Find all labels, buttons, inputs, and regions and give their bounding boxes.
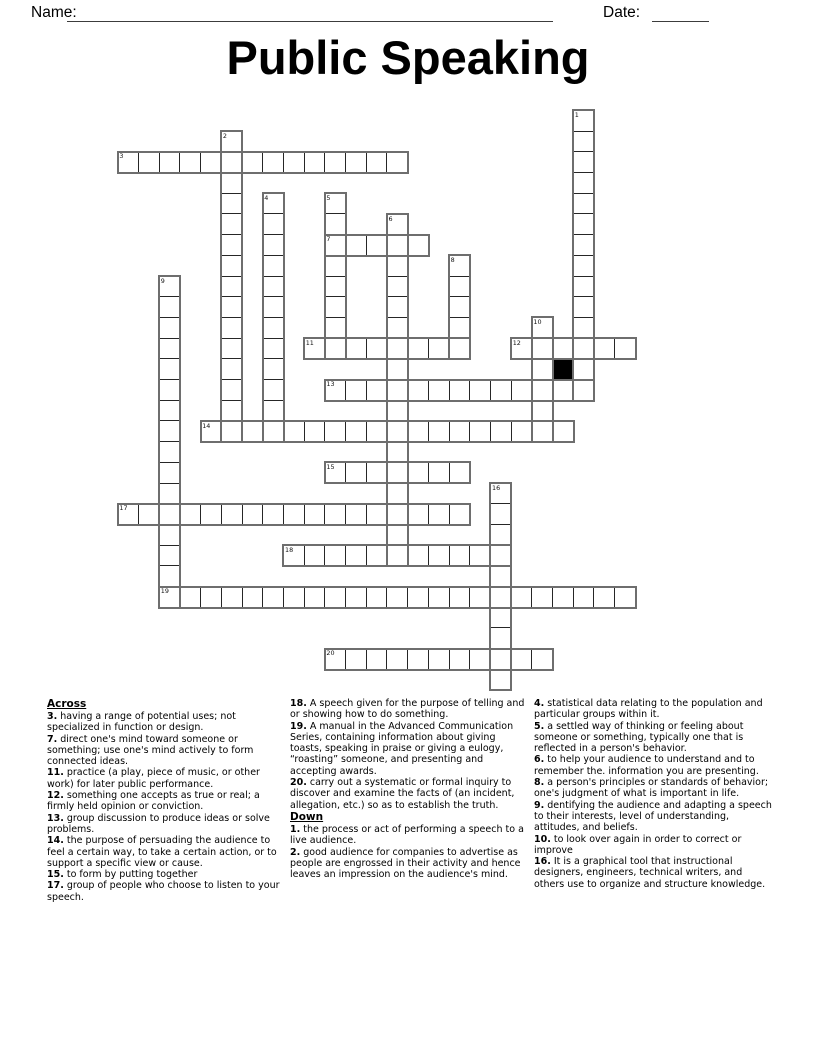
grid-cell-r9c11[interactable] [345,338,367,360]
grid-cell-r2c5[interactable] [221,193,243,215]
grid-cell-r9c7[interactable] [262,338,284,360]
grid-cell-r13c5[interactable] [221,420,243,442]
grid-cell-r3c10[interactable] [324,213,346,235]
grid-cell-r2c10[interactable] [324,193,346,215]
grid-cell-r7c13[interactable] [386,296,408,318]
grid-cell-r14c13[interactable] [386,441,408,463]
grid-cell-r5c13[interactable] [386,255,408,277]
grid-cell-r13c12[interactable] [366,420,388,442]
grid-cell-r8c13[interactable] [386,317,408,339]
grid-cell-r6c5[interactable] [221,276,243,298]
grid-cell-r7c22[interactable] [573,296,595,318]
cell-number-1: 1 [574,111,579,119]
cell-number-7: 7 [326,235,331,244]
grid-cell-r21c15[interactable] [428,586,450,608]
clue-17: 17. group of people who choose to listen to your speech. [47,880,280,903]
grid-cell-r6c2[interactable] [159,276,181,298]
clue-number-17: 17. [47,880,64,892]
clue-column-3 [534,698,772,890]
clue-9: 9. dentifying the audience and adapting a speech to their interests, level of understanding, attitudes, and beliefs. [534,799,772,834]
grid-cell-r24c19[interactable] [511,648,533,670]
grid-cell-r21c5[interactable] [221,586,243,608]
grid-cell-r11c21[interactable] [552,379,574,401]
grid-cell-r15c2[interactable] [159,462,181,484]
grid-cell-r24c20[interactable] [531,648,553,670]
grid-cell-r4c22[interactable] [573,234,595,256]
grid-cell-r15c14[interactable] [407,462,429,484]
grid-cell-r21c22[interactable] [573,586,595,608]
grid-cell-r24c10[interactable] [324,648,346,670]
grid-cell-r5c22[interactable] [573,255,595,277]
grid-cell-r0c8[interactable] [283,151,305,173]
grid-cell-r15c13[interactable] [386,462,408,484]
grid-cell-r17c8[interactable] [283,503,305,525]
grid-cell-r11c5[interactable] [221,379,243,401]
grid-cell-r21c12[interactable] [366,586,388,608]
grid-cell-r12c20[interactable] [531,400,553,422]
clue-number-2: 2. [290,846,301,858]
grid-cell-r13c8[interactable] [283,420,305,442]
cell-number-15: 15 [326,462,335,471]
grid-cell-r13c13[interactable] [386,420,408,442]
clue-8: 8. a person's principles or standards of behavior; one's judgment of what is important in life. [534,777,769,800]
grid-cell-r21c14[interactable] [407,586,429,608]
grid-cell-r17c6[interactable] [242,503,264,525]
grid-cell-r17c5[interactable] [221,503,243,525]
grid-cell-r0c2[interactable] [159,151,181,173]
grid-cell-r19c9[interactable] [304,545,326,567]
clue-13: 13. group discussion to produce ideas or solve problems. [47,812,270,835]
grid-cell-r-2c22[interactable] [573,110,595,132]
black-cell [552,358,574,380]
grid-cell-r13c6[interactable] [242,420,264,442]
grid-cell-r11c17[interactable] [469,379,491,401]
clue-15: 15. to form by putting together [47,869,198,881]
cell-number-11: 11 [305,338,314,347]
grid-cell-r15c10[interactable] [324,462,346,484]
grid-cell-r0c22[interactable] [573,151,595,173]
grid-cell-r24c18[interactable] [490,648,512,670]
grid-cell-r1c22[interactable] [573,172,595,194]
clue-1: 1. the process or act of performing a speech to a live audience. [290,823,524,847]
grid-cell-r10c7[interactable] [262,358,284,380]
clue-11: 11. practice (a play, piece of music, or other work) for later public performance. [47,767,260,790]
grid-cell-r21c11[interactable] [345,586,367,608]
grid-cell-r13c7[interactable] [262,420,284,442]
grid-cell-r17c18[interactable] [490,503,512,525]
grid-cell-r11c12[interactable] [366,379,388,401]
grid-cell-r8c7[interactable] [262,317,284,339]
grid-cell-r4c14[interactable] [407,234,429,256]
grid-cell-r19c17[interactable] [469,545,491,567]
cell-number-3: 3 [119,152,124,161]
grid-cell-r11c2[interactable] [159,379,181,401]
grid-cell-r13c17[interactable] [469,420,491,442]
grid-cell-r9c20[interactable] [531,338,553,360]
clue-20: 20. carry out a systematic or formal inquiry to discover and examine the facts of (an incident, allegation, etc.) so as to establish the truth. [290,777,515,811]
grid-cell-r16c2[interactable] [159,483,181,505]
grid-cell-r13c11[interactable] [345,420,367,442]
grid-cell-r5c7[interactable] [262,255,284,277]
grid-cell-r4c13[interactable] [386,234,408,256]
grid-cell-r21c7[interactable] [262,586,284,608]
grid-cell-r9c16[interactable] [449,338,471,360]
grid-cell-r19c16[interactable] [449,545,471,567]
grid-cell-r9c15[interactable] [428,338,450,360]
grid-cell-r0c13[interactable] [386,151,408,173]
grid-cell-r10c20[interactable] [531,358,553,380]
grid-cell-r24c16[interactable] [449,648,471,670]
grid-cell-r12c7[interactable] [262,400,284,422]
grid-cell-r17c15[interactable] [428,503,450,525]
grid-cell-r4c5[interactable] [221,234,243,256]
clue-number-14: 14. [47,835,64,847]
grid-cell-r24c17[interactable] [469,648,491,670]
grid-cell-r13c10[interactable] [324,420,346,442]
grid-cell-r19c18[interactable] [490,545,512,567]
grid-cell-r23c18[interactable] [490,627,512,649]
clue-18: 18. A speech given for the purpose of telling and or showing how to do something. [290,698,525,721]
clues-header-across: Across [47,698,87,710]
grid-cell-r6c10[interactable] [324,276,346,298]
grid-cell-r0c11[interactable] [345,151,367,173]
grid-cell-r13c20[interactable] [531,420,553,442]
cell-number-18: 18 [285,545,294,554]
clue-column-1 [47,698,285,903]
grid-cell-r21c19[interactable] [511,586,533,608]
grid-cell-r15c11[interactable] [345,462,367,484]
clue-number-4: 4. [534,698,545,709]
grid-cell-r0c12[interactable] [366,151,388,173]
grid-cell-r19c12[interactable] [366,545,388,567]
grid-cell-r8c22[interactable] [573,317,595,339]
grid-cell-r9c10[interactable] [324,338,346,360]
page-title: Public Speaking [226,31,590,84]
grid-cell-r17c9[interactable] [304,503,326,525]
grid-cell-r10c5[interactable] [221,358,243,380]
grid-cell-r13c16[interactable] [449,420,471,442]
grid-cell-r13c14[interactable] [407,420,429,442]
grid-cell-r6c13[interactable] [386,276,408,298]
grid-cell-r3c22[interactable] [573,213,595,235]
grid-cell-r18c2[interactable] [159,524,181,546]
grid-cell-r17c3[interactable] [179,503,201,525]
clue-12: 12. something one accepts as true or real; a firmly held opinion or conviction. [47,790,260,813]
grid-cell-r24c15[interactable] [428,648,450,670]
grid-cell-r8c10[interactable] [324,317,346,339]
grid-cell-r13c21[interactable] [552,420,574,442]
clue-6: 6. to help your audience to understand and to remember the. information you are presenting. [534,754,759,777]
grid-cell-r13c4[interactable] [200,420,222,442]
clue-number-7: 7. [47,733,58,745]
clue-5: 5. a settled way of thinking or feeling about someone or something, typically one that is reflected in a person's behavior. [534,720,744,755]
grid-cell-r19c14[interactable] [407,545,429,567]
grid-cell-r10c13[interactable] [386,358,408,380]
grid-cell-r19c11[interactable] [345,545,367,567]
grid-cell-r0c4[interactable] [200,151,222,173]
grid-cell-r9c13[interactable] [386,338,408,360]
grid-cell-r21c8[interactable] [283,586,305,608]
date-label: Date: [603,4,641,21]
grid-cell-r-1c5[interactable] [221,131,243,153]
grid-cell-r0c5[interactable] [221,151,243,173]
grid-cell-r8c16[interactable] [449,317,471,339]
grid-cell-r19c13[interactable] [386,545,408,567]
grid-cell-r0c9[interactable] [304,151,326,173]
grid-cell-r3c7[interactable] [262,213,284,235]
cell-number-13: 13 [326,380,335,389]
grid-cell-r18c18[interactable] [490,524,512,546]
grid-cell-r9c2[interactable] [159,338,181,360]
grid-cell-r8c5[interactable] [221,317,243,339]
grid-cell-r0c1[interactable] [138,151,160,173]
clue-number-13: 13. [47,812,64,824]
grid-cell-r17c10[interactable] [324,503,346,525]
grid-cell-r16c13[interactable] [386,483,408,505]
grid-cell-r21c10[interactable] [324,586,346,608]
clue-14: 14. the purpose of persuading the audience to feel a certain way, to take a certain action, or to support a specific view or cause. [47,835,277,869]
grid-cell-r21c3[interactable] [179,586,201,608]
clue-number-11: 11. [47,767,64,779]
grid-cell-r3c5[interactable] [221,213,243,235]
grid-cell-r4c11[interactable] [345,234,367,256]
grid-cell-r5c10[interactable] [324,255,346,277]
clue-2: 2. good audience for companies to advertise as people are engrossed in their activity and hence leaves an impression on the audience's mind. [290,846,521,881]
clue-number-10: 10. [534,833,551,845]
cell-number-12: 12 [512,338,521,347]
grid-cell-r11c10[interactable] [324,379,346,401]
clue-number-6: 6. [534,754,545,766]
grid-cell-r17c13[interactable] [386,503,408,525]
grid-cell-r18c13[interactable] [386,524,408,546]
clue-number-5: 5. [534,720,545,732]
grid-cell-r17c7[interactable] [262,503,284,525]
grid-cell-r9c5[interactable] [221,338,243,360]
cell-number-16: 16 [492,483,501,492]
grid-cell-r0c3[interactable] [179,151,201,173]
grid-cell-r6c22[interactable] [573,276,595,298]
clue-number-1: 1. [290,823,301,835]
grid-cell-r19c8[interactable] [283,545,305,567]
grid-cell-r0c10[interactable] [324,151,346,173]
grid-cell-r5c16[interactable] [449,255,471,277]
clue-3: 3. having a range of potential uses; not specialized in function or design. [47,711,236,734]
grid-cell-r10c22[interactable] [573,358,595,380]
grid-cell-r7c10[interactable] [324,296,346,318]
grid-cell-r15c16[interactable] [449,462,471,484]
grid-cell-r2c7[interactable] [262,193,284,215]
grid-cell-r17c1[interactable] [138,503,160,525]
grid-cell-r15c15[interactable] [428,462,450,484]
grid-cell-r-1c22[interactable] [573,131,595,153]
grid-cell-r21c23[interactable] [593,586,615,608]
grid-cell-r24c14[interactable] [407,648,429,670]
grid-cell-r17c16[interactable] [449,503,471,525]
grid-cell-r12c13[interactable] [386,400,408,422]
grid-cell-r4c12[interactable] [366,234,388,256]
grid-cell-r12c5[interactable] [221,400,243,422]
clue-number-3: 3. [47,711,58,722]
grid-cell-r9c23[interactable] [593,338,615,360]
cell-number-20: 20 [326,649,335,658]
grid-cell-r21c9[interactable] [304,586,326,608]
grid-cell-r11c22[interactable] [573,379,595,401]
grid-cell-r7c5[interactable] [221,296,243,318]
grid-cell-r17c0[interactable] [117,503,139,525]
grid-cell-r10c2[interactable] [159,358,181,380]
clue-column-2 [290,698,528,880]
grid-cell-r8c20[interactable] [531,317,553,339]
grid-cell-r21c13[interactable] [386,586,408,608]
grid-cell-r21c4[interactable] [200,586,222,608]
grid-cell-r2c22[interactable] [573,193,595,215]
grid-cell-r4c7[interactable] [262,234,284,256]
grid-cell-r21c24[interactable] [614,586,636,608]
cell-number-9: 9 [160,276,165,285]
grid-cell-r5c5[interactable] [221,255,243,277]
grid-cell-r11c11[interactable] [345,379,367,401]
grid-cell-r13c19[interactable] [511,420,533,442]
grid-cell-r17c14[interactable] [407,503,429,525]
grid-cell-r11c20[interactable] [531,379,553,401]
grid-cell-r21c17[interactable] [469,586,491,608]
grid-cell-r6c16[interactable] [449,276,471,298]
grid-cell-r13c15[interactable] [428,420,450,442]
name-label: Name: [31,4,77,21]
clue-4: 4. statistical data relating to the population and particular groups within it. [534,698,763,721]
grid-cell-r9c14[interactable] [407,338,429,360]
grid-cell-r16c18[interactable] [490,483,512,505]
grid-cell-r13c2[interactable] [159,420,181,442]
clue-number-20: 20. [290,777,307,789]
grid-cell-r21c2[interactable] [159,586,181,608]
grid-cell-r24c13[interactable] [386,648,408,670]
grid-cell-r7c16[interactable] [449,296,471,318]
clue-number-12: 12. [47,790,64,802]
grid-cell-r17c2[interactable] [159,503,181,525]
grid-cell-r19c15[interactable] [428,545,450,567]
grid-cell-r17c12[interactable] [366,503,388,525]
grid-cell-r19c10[interactable] [324,545,346,567]
grid-cell-r17c11[interactable] [345,503,367,525]
clue-number-8: 8. [534,777,545,789]
clue-number-16: 16. [534,856,551,868]
grid-cell-r0c6[interactable] [242,151,264,173]
grid-cell-r12c2[interactable] [159,400,181,422]
cell-number-8: 8 [450,255,455,264]
grid-cell-r14c2[interactable] [159,441,181,463]
grid-cell-r24c11[interactable] [345,648,367,670]
cell-number-5: 5 [326,193,331,202]
grid-cell-r11c19[interactable] [511,379,533,401]
clue-7: 7. direct one's mind toward someone or something; use one's mind actively to form connected ideas. [47,733,254,768]
grid-cell-r20c2[interactable] [159,565,181,587]
clue-number-18: 18. [290,698,307,709]
grid-cell-r21c20[interactable] [531,586,553,608]
grid-cell-r11c15[interactable] [428,379,450,401]
grid-cell-r13c9[interactable] [304,420,326,442]
grid-cell-r0c7[interactable] [262,151,284,173]
clue-number-15: 15. [47,869,64,881]
grid-cell-r11c7[interactable] [262,379,284,401]
grid-cell-r4c10[interactable] [324,234,346,256]
grid-cell-r9c21[interactable] [552,338,574,360]
grid-cell-r3c13[interactable] [386,213,408,235]
grid-cell-r19c2[interactable] [159,545,181,567]
grid-cell-r22c18[interactable] [490,607,512,629]
grid-cell-r11c16[interactable] [449,379,471,401]
grid-cell-r9c24[interactable] [614,338,636,360]
clue-number-9: 9. [534,799,545,811]
grid-cell-r11c14[interactable] [407,379,429,401]
grid-cell-r9c12[interactable] [366,338,388,360]
grid-cell-r15c12[interactable] [366,462,388,484]
grid-cell-r11c18[interactable] [490,379,512,401]
grid-cell-r6c7[interactable] [262,276,284,298]
cell-number-2: 2 [222,131,227,140]
clue-16: 16. It is a graphical tool that instructional designers, engineers, technical writers, and others use to organize and structure knowledge. [534,856,766,890]
grid-cell-r1c5[interactable] [221,172,243,194]
grid-cell-r9c19[interactable] [511,338,533,360]
clue-number-19: 19. [290,720,307,732]
grid-cell-r7c7[interactable] [262,296,284,318]
grid-cell-r7c2[interactable] [159,296,181,318]
grid-cell-r24c12[interactable] [366,648,388,670]
grid-cell-r17c4[interactable] [200,503,222,525]
clues-header-down: Down [290,810,324,823]
clue-10: 10. to look over again in order to correct or improve [534,833,742,856]
grid-cell-r9c22[interactable] [573,338,595,360]
grid-cell-r25c18[interactable] [490,669,512,691]
grid-cell-r8c2[interactable] [159,317,181,339]
grid-cell-r21c6[interactable] [242,586,264,608]
cell-number-17: 17 [119,504,128,513]
cell-number-19: 19 [160,587,169,596]
grid-cell-r21c16[interactable] [449,586,471,608]
clue-19: 19. A manual in the Advanced Communication Series, containing information about giving toasts, speaking in praise or giving a eulogy, “roasting” someone, and presenting and accepting awards. [290,720,514,777]
grid-cell-r21c21[interactable] [552,586,574,608]
grid-cell-r21c18[interactable] [490,586,512,608]
grid-cell-r0c0[interactable] [117,151,139,173]
grid-cell-r20c18[interactable] [490,565,512,587]
cell-number-6: 6 [388,214,393,223]
grid-cell-r9c9[interactable] [304,338,326,360]
grid-cell-r13c18[interactable] [490,420,512,442]
grid-cell-r11c13[interactable] [386,379,408,401]
cell-number-10: 10 [533,318,542,326]
cell-number-14: 14 [202,421,211,430]
cell-number-4: 4 [264,193,269,202]
